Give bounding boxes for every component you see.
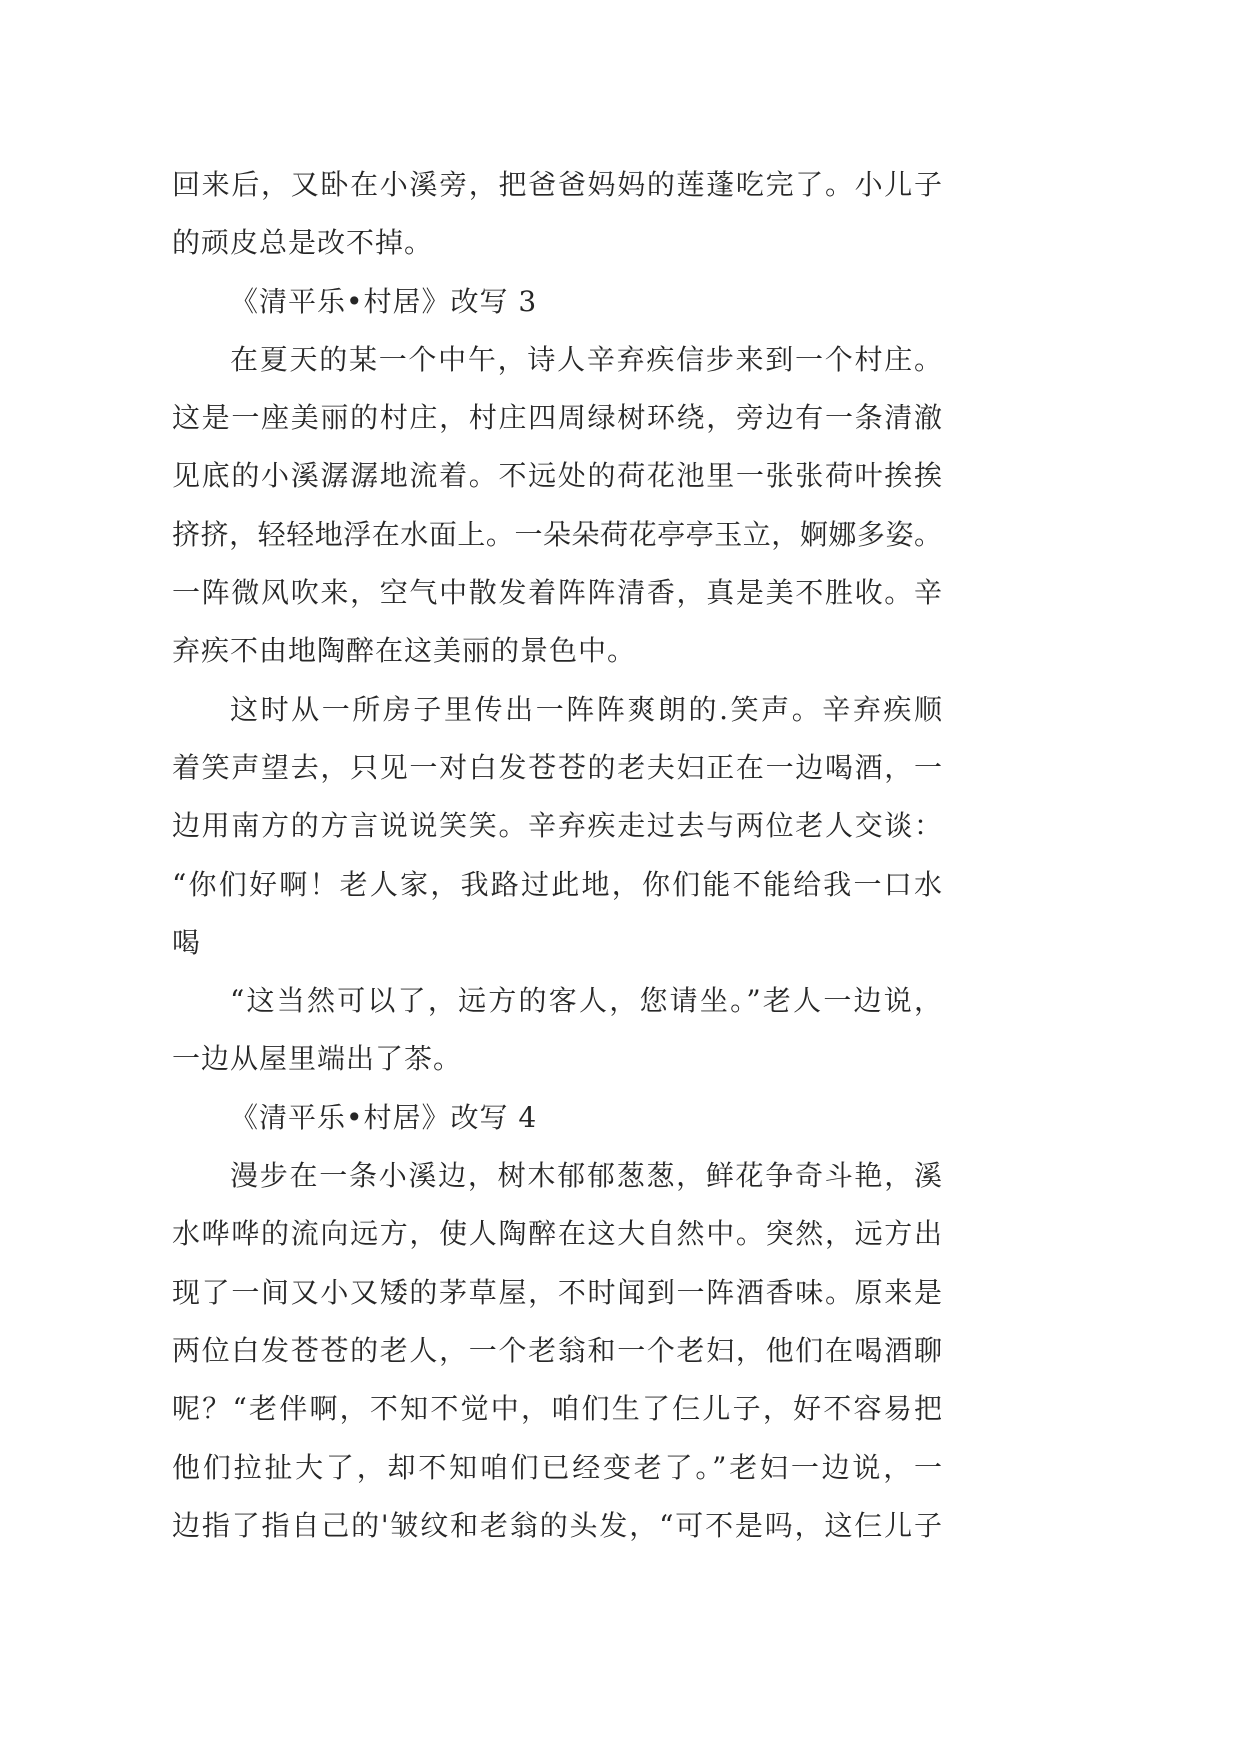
text-line: 这是一座美丽的村庄，村庄四周绿树环绕，旁边有一条清澈 [172, 401, 942, 435]
text-line: 水哗哗的流向远方，使人陶醉在这大自然中。突然，远方出 [172, 1217, 942, 1251]
text-line: 见底的小溪潺潺地流着。不远处的荷花池里一张张荷叶挨挨 [172, 459, 942, 493]
text-line: 两位白发苍苍的老人，一个老翁和一个老妇，他们在喝酒聊 [172, 1333, 942, 1367]
text-line: 着笑声望去，只见一对白发苍苍的老夫妇正在一边喝酒，一 [172, 750, 942, 784]
text-line: “这当然可以了，远方的客人，您请坐。”老人一边说， [230, 984, 942, 1018]
paragraph [172, 156, 942, 273]
paragraph [172, 681, 942, 972]
paragraph [172, 972, 942, 1089]
text-line: 一边从屋里端出了茶。 [172, 1042, 463, 1076]
text-line: 喝 [172, 925, 202, 959]
text-line: 漫步在一条小溪边，树木郁郁葱葱，鲜花争奇斗艳，溪 [230, 1159, 942, 1193]
text-line: 弃疾不由地陶醉在这美丽的景色中。 [172, 634, 637, 668]
text-line: 在夏天的某一个中午，诗人辛弃疾信步来到一个村庄。 [230, 342, 942, 376]
text-line: 回来后，又卧在小溪旁，把爸爸妈妈的莲蓬吃完了。小儿子 [172, 168, 942, 201]
paragraph [172, 1147, 942, 1555]
text-line: 呢？“老伴啊，不知不觉中，咱们生了仨儿子，好不容易把 [172, 1392, 942, 1426]
paragraph [172, 331, 942, 681]
text-line: 这时从一所房子里传出一阵阵爽朗的.笑声。辛弃疾顺 [230, 692, 942, 726]
text-line: 挤挤，轻轻地浮在水面上。一朵朵荷花亭亭玉立，婀娜多姿。 [172, 517, 942, 551]
text-line: 一阵微风吹来，空气中散发着阵阵清香，真是美不胜收。辛 [172, 576, 942, 610]
document-page [172, 156, 942, 1555]
text-line: 他们拉扯大了，却不知咱们已经变老了。”老妇一边说，一 [172, 1450, 942, 1484]
text-line: “你们好啊！老人家，我路过此地，你们能不能给我一口水 [172, 867, 942, 901]
text-line: 现了一间又小又矮的茅草屋，不时闻到一阵酒香味。原来是 [172, 1275, 942, 1309]
text-line: 边指了指自己的'皱纹和老翁的头发，“可不是吗，这仨儿子 [172, 1508, 942, 1542]
text-line: 边用南方的方言说说笑笑。辛弃疾走过去与两位老人交谈： [172, 809, 942, 843]
section-heading: 《清平乐•村居》改写 4 [230, 1100, 538, 1134]
text-line: 的顽皮总是改不掉。 [172, 226, 434, 260]
section-heading: 《清平乐•村居》改写 3 [230, 284, 538, 318]
